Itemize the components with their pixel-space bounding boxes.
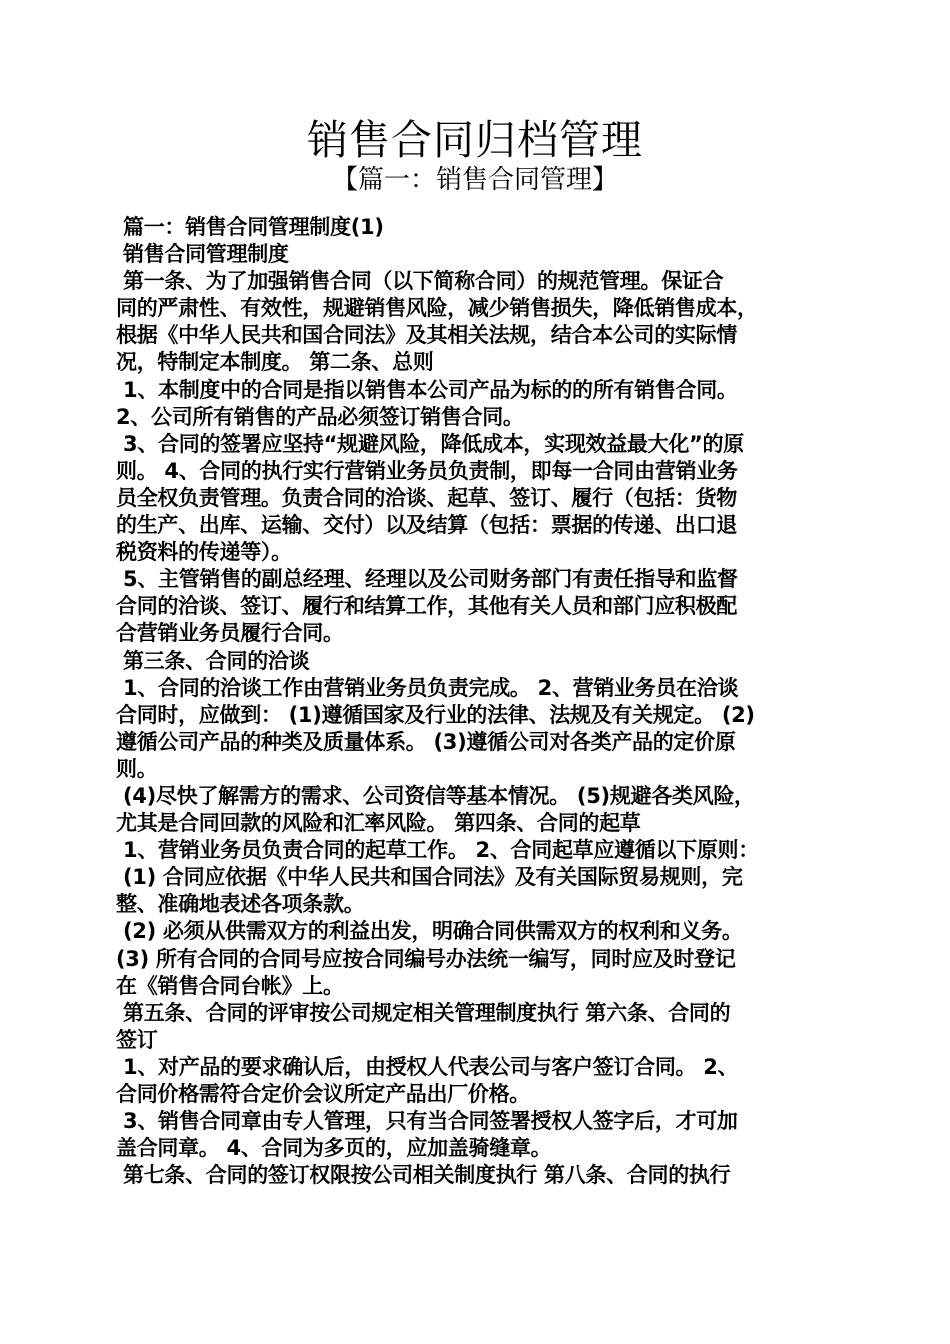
- document-line: 况，特制定本制度。 第二条、总则: [116, 350, 434, 375]
- document-line: 篇一：销售合同管理制度(1): [116, 215, 384, 239]
- document-line: (2) 必须从供需双方的利益出发，明确合同供需双方的权利和义务。: [116, 919, 743, 944]
- document-line: 合营销业务员履行合同。: [116, 621, 344, 646]
- document-line: 整、准确地表述各项条款。: [116, 892, 365, 917]
- document-line: (3) 所有合同的合同号应按合同编号办法统一编写，同时应及时登记: [116, 946, 736, 971]
- document-line: 销售合同管理制度: [116, 242, 289, 267]
- document-line: 则。 4、合同的执行实行营销业务员负责制，即每一合同由营销业务: [116, 458, 738, 483]
- document-line: 第五条、合同的评审按公司规定相关管理制度执行 第六条、合同的: [116, 1000, 731, 1025]
- document-line: 5、主管销售的副总经理、经理以及公司财务部门有责任指导和监督: [116, 567, 738, 592]
- document-line: 1、本制度中的合同是指以销售本公司产品为标的的所有销售合同。: [116, 377, 738, 402]
- document-line: 1、营销业务员负责合同的起草工作。 2、合同起草应遵循以下原则：: [116, 838, 759, 863]
- document-line: 税资料的传递等）。: [116, 540, 292, 565]
- document-line: 合同的洽谈、签订、履行和结算工作，其他有关人员和部门应积极配: [116, 594, 737, 619]
- document-subtitle: 【篇一：销售合同管理】: [331, 165, 618, 195]
- document-line: (1) 合同应依据《中华人民共和国合同法》及有关国际贸易规则，完: [116, 865, 743, 890]
- document-line: 尤其是合同回款的风险和汇率风险。 第四条、合同的起草: [116, 811, 641, 836]
- document-line: 2、公司所有销售的产品必须签订销售合同。: [116, 404, 524, 429]
- document-line: 遵循公司产品的种类及质量体系。 (3)遵循公司对各类产品的定价原: [116, 729, 736, 754]
- document-body: [116, 214, 836, 1189]
- document-line: 1、合同的洽谈工作由营销业务员负责完成。 2、营销业务员在洽谈: [116, 675, 739, 700]
- document-line: (4)尽快了解需方的需求、公司资信等基本情况。 (5)规避各类风险，: [116, 783, 755, 808]
- document-line: 第一条、为了加强销售合同（以下简称合同）的规范管理。保证合: [116, 269, 724, 294]
- document-line: 3、合同的签署应坚持“规避风险，降低成本，实现效益最大化”的原: [116, 431, 744, 456]
- document-line: 员全权负责管理。负责合同的洽谈、起草、签订、履行（包括：货物: [116, 485, 737, 510]
- document-line: 3、销售合同章由专人管理，只有当合同签署授权人签字后，才可加: [116, 1109, 738, 1134]
- document-line: 签订: [116, 1027, 158, 1052]
- document-line: 的生产、出库、运输、交付）以及结算（包括：票据的传递、出口退: [116, 513, 737, 538]
- document-line: 根据《中华人民共和国合同法》及其相关法规，结合本公司的实际情: [116, 323, 737, 348]
- document-line: 合同时，应做到： (1)遵循国家及行业的法律、法规及有关规定。 (2): [116, 702, 755, 727]
- document-line: 盖合同章。 4、合同为多页的，应加盖骑缝章。: [116, 1136, 552, 1161]
- document-line: 第七条、合同的签订权限按公司相关制度执行 第八条、合同的执行: [116, 1163, 731, 1188]
- document-line: 1、对产品的要求确认后，由授权人代表公司与客户签订合同。 2、: [116, 1054, 739, 1079]
- document-line: 合同价格需符合定价会议所定产品出厂价格。: [116, 1082, 530, 1106]
- document-title: 销售合同归档管理: [307, 116, 643, 164]
- document-line: 则。: [116, 756, 158, 781]
- document-line: 第三条、合同的洽谈: [116, 648, 310, 673]
- document-line: 在《销售合同台帐》上。: [116, 973, 344, 998]
- document-line: 同的严肃性、有效性，规避销售风险，减少销售损失，降低销售成本，: [116, 296, 758, 321]
